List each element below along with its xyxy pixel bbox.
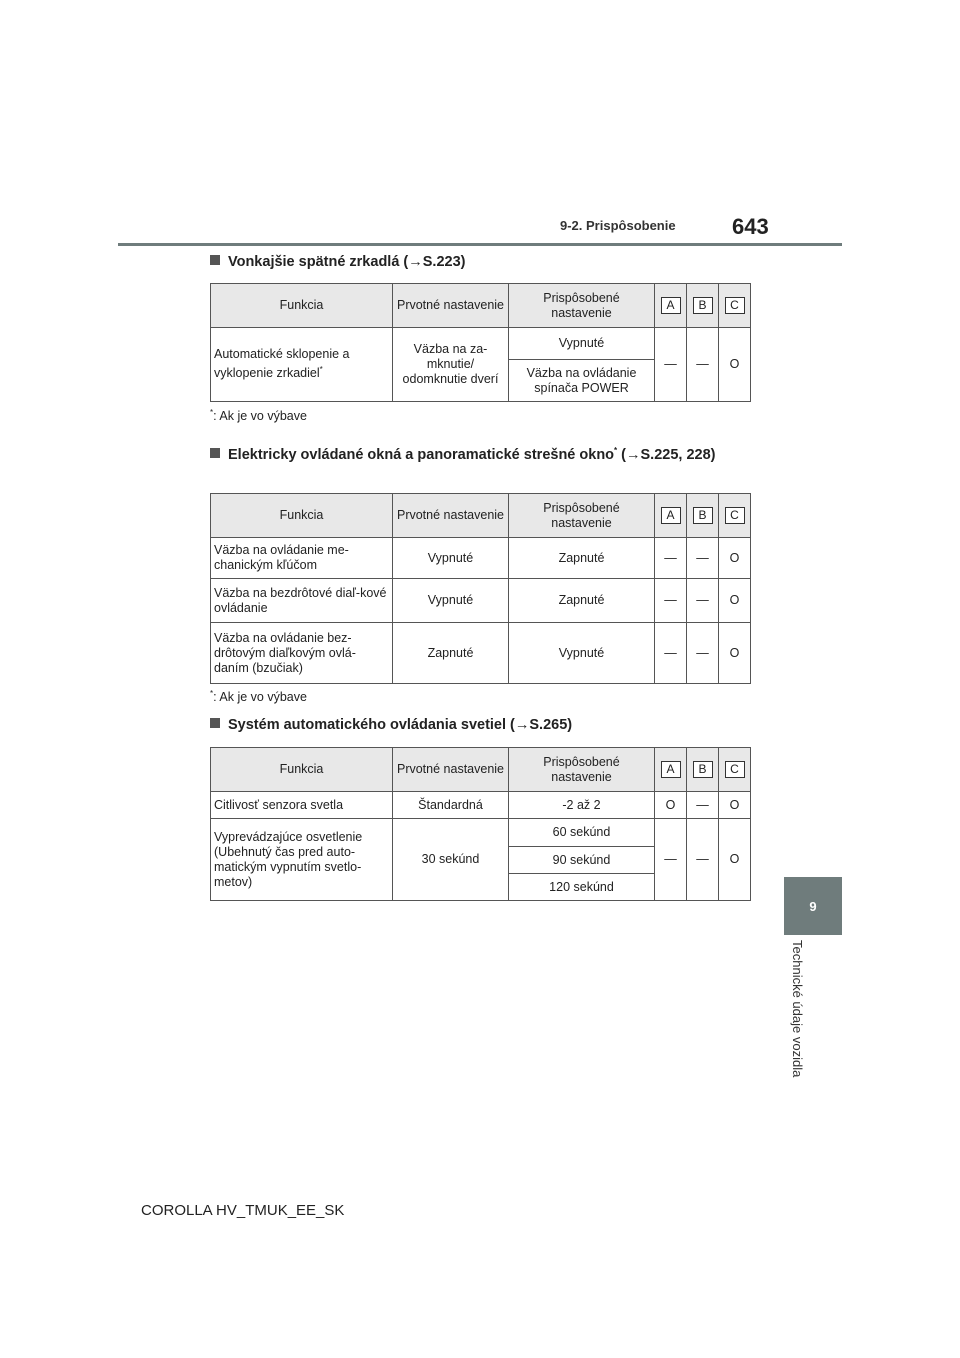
table-header-row — [211, 494, 751, 538]
square-bullet-icon — [210, 448, 220, 458]
footnote: *: Ak je vo výbave — [210, 408, 307, 424]
custom-cell: Vypnuté — [509, 623, 655, 684]
c-cell: O — [719, 819, 751, 901]
initial-cell: Vypnuté — [393, 579, 509, 623]
section-heading-windows: Elektricky ovládané okná a panoramatické strešné okno* (→S.225, 228) — [210, 438, 755, 468]
lights-table — [210, 747, 751, 901]
col-b — [687, 748, 719, 792]
c-cell: O — [719, 579, 751, 623]
key-b-icon: B — [693, 297, 713, 314]
initial-cell: Vypnuté — [393, 538, 509, 579]
document-code: COROLLA HV_TMUK_EE_SK — [141, 1202, 345, 1219]
custom-cell: Väzba na ovládanie spínača POWER — [509, 360, 655, 402]
table-header-row — [211, 748, 751, 792]
col-prvotne: Prvotné nastavenie — [393, 284, 509, 328]
chapter-label: Technické údaje vozidla — [790, 940, 805, 1078]
key-a-icon: A — [661, 761, 681, 778]
col-c — [719, 494, 751, 538]
a-cell: — — [655, 328, 687, 402]
col-a — [655, 284, 687, 328]
a-cell: — — [655, 819, 687, 901]
col-prisposobene: Prispôsobené nastavenie — [509, 748, 655, 792]
col-funkcia: Funkcia — [211, 284, 393, 328]
table-row — [211, 623, 751, 684]
function-cell: Citlivosť senzora svetla — [211, 792, 393, 819]
table-row — [211, 579, 751, 623]
square-bullet-icon — [210, 718, 220, 728]
col-prisposobene: Prispôsobené nastavenie — [509, 494, 655, 538]
key-c-icon: C — [725, 507, 745, 524]
b-cell: — — [687, 328, 719, 402]
chapter-number: 9 — [809, 898, 817, 914]
custom-cell: 120 sekúnd — [509, 874, 655, 901]
col-funkcia: Funkcia — [211, 748, 393, 792]
custom-cell: Zapnuté — [509, 538, 655, 579]
heading-text: Systém automatického ovládania svetiel (→S.265) — [228, 717, 573, 733]
a-cell: — — [655, 579, 687, 623]
key-c-icon: C — [725, 297, 745, 314]
a-cell: — — [655, 623, 687, 684]
a-cell: O — [655, 792, 687, 819]
chapter-tab — [784, 877, 842, 935]
function-cell: Väzba na bezdrôtové diaľ-kové ovládanie — [211, 579, 393, 623]
custom-cell: 60 sekúnd — [509, 819, 655, 847]
a-cell: — — [655, 538, 687, 579]
section-title: 9-2. Prispôsobenie — [560, 218, 676, 233]
custom-cell: 90 sekúnd — [509, 847, 655, 874]
col-funkcia: Funkcia — [211, 494, 393, 538]
col-c — [719, 284, 751, 328]
function-cell: Vyprevádzajúce osvetlenie (Ubehnutý čas pred auto-matickým vypnutím svetlo-metov) — [211, 819, 393, 901]
function-cell: Väzba na ovládanie me-chanickým kľúčom — [211, 538, 393, 579]
mirrors-table — [210, 283, 751, 402]
table-header-row — [211, 284, 751, 328]
section-heading-mirrors — [210, 254, 465, 270]
col-b — [687, 494, 719, 538]
c-cell: O — [719, 623, 751, 684]
initial-cell: Zapnuté — [393, 623, 509, 684]
col-prvotne: Prvotné nastavenie — [393, 748, 509, 792]
c-cell: O — [719, 328, 751, 402]
key-c-icon: C — [725, 761, 745, 778]
b-cell: — — [687, 819, 719, 901]
windows-table — [210, 493, 751, 684]
custom-cell: -2 až 2 — [509, 792, 655, 819]
c-cell: O — [719, 538, 751, 579]
col-a — [655, 748, 687, 792]
b-cell: — — [687, 579, 719, 623]
key-a-icon: A — [661, 297, 681, 314]
heading-text: Vonkajšie spätné zrkadlá (→S.223) — [228, 254, 466, 270]
key-b-icon: B — [693, 507, 713, 524]
footnote: *: Ak je vo výbave — [210, 689, 307, 705]
function-cell: Väzba na ovládanie bez-drôtovým diaľkovým ovlá-daním (bzučiak) — [211, 623, 393, 684]
chapter-label-box — [784, 940, 808, 1110]
col-prvotne: Prvotné nastavenie — [393, 494, 509, 538]
c-cell: O — [719, 792, 751, 819]
custom-cell: Zapnuté — [509, 579, 655, 623]
table-row — [211, 792, 751, 819]
page-number: 643 — [732, 214, 769, 239]
custom-cell: Vypnuté — [509, 328, 655, 360]
header-rule — [118, 243, 842, 246]
col-a — [655, 494, 687, 538]
table-row — [211, 538, 751, 579]
function-cell: Automatické sklopenie a vyklopenie zrkadiel* — [211, 328, 393, 402]
initial-cell: 30 sekúnd — [393, 819, 509, 901]
square-bullet-icon — [210, 255, 220, 265]
col-b — [687, 284, 719, 328]
key-a-icon: A — [661, 507, 681, 524]
key-b-icon: B — [693, 761, 713, 778]
section-heading-lights — [210, 717, 572, 733]
b-cell: — — [687, 623, 719, 684]
b-cell: — — [687, 792, 719, 819]
initial-cell: Štandardná — [393, 792, 509, 819]
initial-cell: Väzba na za-mknutie/ odomknutie dverí — [393, 328, 509, 402]
col-prisposobene: Prispôsobené nastavenie — [509, 284, 655, 328]
table-row — [211, 819, 751, 847]
b-cell: — — [687, 538, 719, 579]
col-c — [719, 748, 751, 792]
table-row — [211, 328, 751, 360]
